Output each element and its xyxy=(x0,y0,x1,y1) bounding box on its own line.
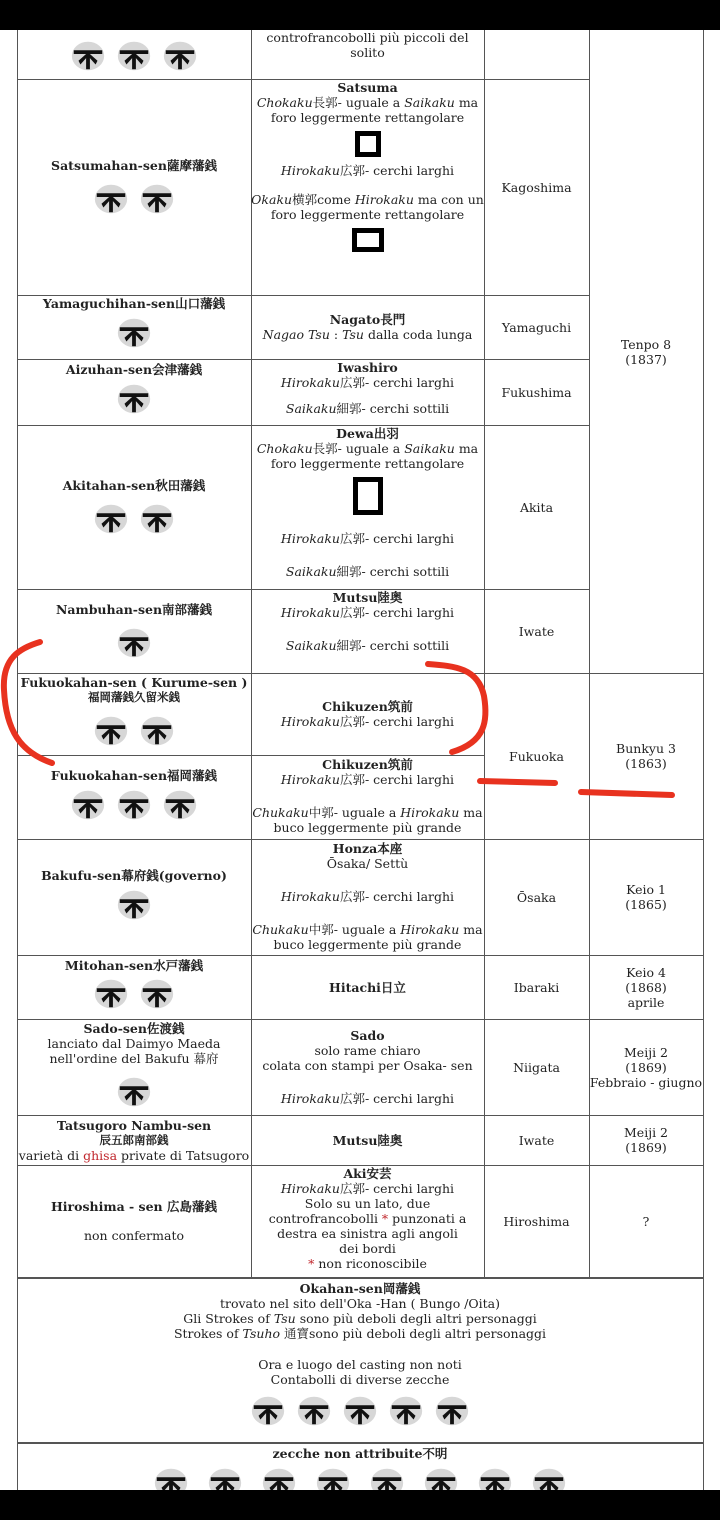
coin-stamp-icon xyxy=(137,499,177,537)
rows-satsuma-chokaku-d: ma xyxy=(454,95,479,110)
rows-sado-province: Sado xyxy=(350,1028,385,1043)
okahan-l2b: Tsu xyxy=(273,1311,296,1326)
rows-sado-era: Meiji 2 xyxy=(624,1044,668,1060)
rows-akita-place: Akita xyxy=(519,499,554,515)
nambu-place xyxy=(484,589,589,673)
rows-bakufu-era: Keio 1 xyxy=(626,882,666,897)
rows-fukuoka-kurume-hirokaku-a: Hirokaku xyxy=(280,714,340,729)
yamaguchi-place xyxy=(484,295,589,359)
rows-bakufu-year: (1865) xyxy=(625,897,667,912)
okahan-l1: trovato nel sito dell'Oka -Han ( Bungo /Oita) xyxy=(219,1296,501,1311)
bakufu-place xyxy=(484,839,589,955)
rows-akita-chokaku-c: Saikaku xyxy=(404,441,455,456)
rows-akita-hirokaku-a: Hirokaku xyxy=(280,531,340,546)
rows-sado-year: (1869) xyxy=(625,1059,667,1075)
rows-yamaguchi-place: Yamaguchi xyxy=(501,319,572,335)
coin-stamp-icon xyxy=(68,785,108,823)
rows-satsuma-chokaku-b: 長郭- uguale a xyxy=(312,95,405,110)
rows-sado-name: Sado-sen佐渡銭 xyxy=(83,1021,185,1036)
rows-fukuoka-chukaku-c: Hirokaku xyxy=(400,805,460,820)
rows-satsuma-okaku-e: foro leggermente rettangolare xyxy=(270,207,465,222)
fukuoka-kurume-desc-cell xyxy=(251,673,484,755)
coin-stamp-icon xyxy=(205,1463,245,1490)
rows-yamaguchi-desc-a: Nagao Tsu xyxy=(262,327,330,342)
rows-hiroshima-d1: Solo su un lato, due xyxy=(304,1196,431,1211)
coin-stamp-icon xyxy=(114,885,154,923)
era-keio1 xyxy=(589,839,703,955)
era-meiji2-b xyxy=(589,1115,703,1165)
rows-nambu-place: Iwate xyxy=(518,623,555,639)
rows-satsuma-chokaku-a: Chokaku xyxy=(256,95,313,110)
rows-mito-month: aprile xyxy=(627,994,665,1010)
rows-akita-saikaku-a: Saikaku xyxy=(285,564,337,579)
rectangular-hole-icon xyxy=(352,228,384,252)
rows-nambu-hirokaku-a: Hirokaku xyxy=(280,605,340,620)
rows-hiroshima-place: Hiroshima xyxy=(503,1213,570,1229)
coin-stamp-icon xyxy=(294,1391,334,1429)
rows-sado-desc2: colata con stampi per Osaka- sen xyxy=(262,1058,473,1073)
rows-bakufu-chukaku-c: Hirokaku xyxy=(400,922,460,937)
hiroshima-place xyxy=(484,1165,589,1277)
akita-desc-cell xyxy=(251,426,484,589)
rows-satsuma-place: Kagoshima xyxy=(501,179,572,195)
rows-fukuoka-kurume-name1: Fukuokahan-sen ( Kurume-sen ) xyxy=(20,675,248,690)
coin-stamp-icon xyxy=(91,974,131,1012)
rows-sado-months: Febbraio - giugno xyxy=(589,1074,703,1090)
rows-tatsugoro-desc-b: ghisa xyxy=(83,1147,118,1163)
coin-stamp-icon xyxy=(114,313,154,351)
rows-satsuma-chokaku-e: foro leggermente rettangolare xyxy=(270,110,465,125)
rows-akita-hirokaku-b: 広郭- cerchi larghi xyxy=(339,531,455,546)
rows-fukuoka-chukaku-b: 中郭- uguale a xyxy=(308,805,401,820)
rows-bunkyu-era: Bunkyu 3 xyxy=(616,741,676,756)
rows-fukuoka-hirokaku-a: Hirokaku xyxy=(280,772,340,787)
rows-fukuoka-chukaku-d: ma xyxy=(459,805,483,820)
rows-fukuoka-kurume-province: Chikuzen筑前 xyxy=(322,699,413,714)
rows-fukuoka-name: Fukuokahan-sen福岡藩銭 xyxy=(50,768,218,783)
rows-hiroshima-province: Aki安芸 xyxy=(343,1166,392,1181)
rows-mito-place: Ibaraki xyxy=(513,979,560,995)
coin-stamp-icon xyxy=(421,1463,461,1490)
hiroshima-name-cell xyxy=(17,1165,251,1277)
rows-tenpo-era: Tenpo 8 xyxy=(620,336,672,352)
rows-tatsugoro-desc-a: varietà di xyxy=(18,1147,84,1163)
rows-mito-era: Keio 4 xyxy=(626,964,666,980)
rows-tatsugoro-place: Iwate xyxy=(518,1132,555,1148)
coin-stamp-icon xyxy=(432,1391,472,1429)
okahan-title: Okahan-sen岡藩銭 xyxy=(299,1281,421,1296)
coin-stamp-icon xyxy=(91,711,131,749)
rows-top-desc-line1: controfrancobolli più piccoli del xyxy=(266,30,469,45)
rows-tatsugoro-year: (1869) xyxy=(625,1140,667,1155)
fukuoka-desc-cell xyxy=(251,757,484,839)
rows-sado-line3: nell'ordine del Bakufu 幕府 xyxy=(49,1051,219,1066)
unattributed-section xyxy=(17,1446,703,1490)
akita-place xyxy=(484,425,589,589)
coin-stamp-icon xyxy=(114,623,154,661)
rows-tatsugoro-kanji: 辰五郎南部銭 xyxy=(99,1132,169,1147)
coin-stamp-icon xyxy=(137,711,177,749)
rows-nambu-province: Mutsu陸奥 xyxy=(332,590,403,605)
akita-name-cell xyxy=(17,425,251,589)
fukuoka-kurume-name-cell xyxy=(17,675,251,755)
rows-akita-province: Dewa出羽 xyxy=(336,426,399,441)
era-meiji2 xyxy=(589,1019,703,1115)
fukuoka-place xyxy=(484,673,589,839)
coin-stamp-icon xyxy=(114,379,154,417)
era-keio4 xyxy=(589,955,703,1019)
aizu-name-cell xyxy=(17,362,251,425)
okahan-l3b: Tsuho xyxy=(242,1326,281,1341)
rows-akita-chokaku-d: ma xyxy=(454,441,479,456)
rows-fukuoka-province: Chikuzen筑前 xyxy=(322,757,413,772)
rows-hiroshima-name: Hiroshima - sen 広島藩銭 xyxy=(50,1199,217,1214)
row-top-coins xyxy=(17,30,251,79)
coin-stamp-icon xyxy=(114,785,154,823)
row-name: Satsumahan-sen薩摩藩銭 xyxy=(51,157,217,173)
mito-desc-cell xyxy=(251,955,484,1019)
rows-bakufu-name: Bakufu-sen幕府銭(governo) xyxy=(41,868,227,883)
rows-bakufu-sub: Ōsaka/ Settù xyxy=(326,856,409,871)
rows-aizu-saikaku-b: 細郭- cerchi sottili xyxy=(336,401,450,416)
rows-mito-year: (1868) xyxy=(625,979,667,995)
rows-satsuma-chokaku-c: Saikaku xyxy=(404,95,455,110)
aizu-place xyxy=(484,359,589,425)
rows-bakufu-chukaku-a: Chukaku xyxy=(252,922,309,937)
rows-bakufu-chukaku-e: buco leggermente più grande xyxy=(273,937,462,952)
rows-hiroshima-d3: destra ea sinistra agli angoli xyxy=(277,1226,458,1241)
row-top-desc xyxy=(251,30,484,79)
satsuma-name-cell xyxy=(17,79,251,295)
rows-yamaguchi-desc-c: Tsu xyxy=(342,327,364,342)
mito-place xyxy=(484,955,589,1019)
rows-akita-name: Akitahan-sen秋田藩銭 xyxy=(62,477,206,493)
coin-stamp-icon xyxy=(475,1463,515,1490)
rows-bakufu-hirokaku-a: Hirokaku xyxy=(280,889,340,904)
rows-aizu-place: Fukushima xyxy=(501,384,572,400)
square-hole-icon xyxy=(353,477,383,515)
okahan-l2a: Gli Strokes of xyxy=(183,1311,274,1326)
nambu-desc-cell xyxy=(251,590,484,673)
rows-fukuoka-kurume-name2: 福岡藩銭久留米銭 xyxy=(88,690,180,704)
nav-bar xyxy=(0,1490,720,1520)
rows-sado-hirokaku-b: 広郭- cerchi larghi xyxy=(339,1091,455,1106)
hiroshima-desc-cell xyxy=(251,1166,484,1277)
coin-stamp-icon xyxy=(151,1463,191,1490)
rows-tatsugoro-name: Tatsugoro Nambu-sen xyxy=(56,1117,212,1133)
tatsugoro-place xyxy=(484,1115,589,1165)
coin-stamp-icon xyxy=(386,1391,426,1429)
rows-satsuma-province: Satsuma xyxy=(337,80,398,95)
okahan-l2c: sono più deboli degli altri personaggi xyxy=(295,1311,537,1326)
rows-bakufu-hirokaku-b: 広郭- cerchi larghi xyxy=(339,889,455,904)
rows-nambu-saikaku-b: 細郭- cerchi sottili xyxy=(336,638,450,653)
rows-hiroshima-era: ? xyxy=(642,1213,650,1229)
rows-hiroshima-d5a: * xyxy=(308,1256,315,1271)
rows-tatsugoro-province: Mutsu陸奥 xyxy=(332,1132,403,1148)
era-tenpo xyxy=(589,30,703,673)
okahan-l5: Contabolli di diverse zecche xyxy=(270,1372,450,1387)
rows-satsuma-okaku-d: ma con un xyxy=(413,192,484,207)
bakufu-desc-cell xyxy=(251,841,484,955)
rows-bunkyu-year: (1863) xyxy=(625,756,667,771)
rows-tatsugoro-desc-c: private di Tatsugoro xyxy=(117,1147,250,1163)
bakufu-name-cell xyxy=(17,868,251,955)
era-bunkyu xyxy=(589,673,703,839)
coin-stamp-icon xyxy=(340,1391,380,1429)
rows-mito-name: Mitohan-sen水戸藩銭 xyxy=(64,958,204,973)
coin-stamp-icon xyxy=(114,36,154,74)
rows-satsuma-hirokaku-b: 広郭- cerchi larghi xyxy=(339,163,455,178)
coin-stamp-icon xyxy=(137,179,177,217)
coin-stamp-icon xyxy=(529,1463,569,1490)
rows-akita-chokaku-b: 長郭- uguale a xyxy=(312,441,405,456)
rows-sado-desc1: solo rame chiaro xyxy=(314,1043,421,1058)
coin-stamp-icon xyxy=(367,1463,407,1490)
rows-bakufu-place: Ōsaka xyxy=(516,889,557,905)
mito-name-cell xyxy=(17,958,251,1019)
rows-nambu-hirokaku-b: 広郭- cerchi larghi xyxy=(339,605,455,620)
rows-hiroshima-note: non confermato xyxy=(83,1228,185,1243)
rows-akita-saikaku-b: 細郭- cerchi sottili xyxy=(336,564,450,579)
fukuoka-name-cell xyxy=(17,768,251,839)
square-hole-icon xyxy=(355,131,381,157)
rows-akita-chokaku-e: foro leggermente rettangolare xyxy=(270,456,465,471)
sado-desc-cell xyxy=(251,1028,484,1115)
rows-satsuma-okaku-b: 横郭come xyxy=(292,192,355,207)
rows-bakufu-province: Honza本座 xyxy=(332,841,403,856)
rows-yamaguchi-name: Yamaguchihan-sen山口藩銭 xyxy=(42,296,226,311)
rows-hiroshima-hirokaku-b: 広郭- cerchi larghi xyxy=(339,1181,455,1196)
rows-fukuoka-hirokaku-b: 広郭- cerchi larghi xyxy=(339,772,455,787)
yamaguchi-desc-cell xyxy=(251,295,484,359)
rows-yamaguchi-province: Nagato長門 xyxy=(329,312,406,327)
coin-stamp-icon xyxy=(137,974,177,1012)
okahan-l4: Ora e luogo del casting non noti xyxy=(258,1357,462,1372)
rows-aizu-hirokaku-b: 広郭- cerchi larghi xyxy=(339,375,455,390)
coin-stamp-icon xyxy=(248,1391,288,1429)
unattributed-title: zecche non attribuite不明 xyxy=(272,1446,448,1461)
rows-sado-place: Niigata xyxy=(513,1059,560,1075)
rows-hiroshima-d5b: non riconoscibile xyxy=(314,1256,427,1271)
rows-sado-line2: lanciato dal Daimyo Maeda xyxy=(47,1036,221,1051)
rows-satsuma-okaku-c: Hirokaku xyxy=(354,192,414,207)
rows-fukuoka-chukaku-a: Chukaku xyxy=(252,805,309,820)
rows-fukuoka-kurume-hirokaku-b: 広郭- cerchi larghi xyxy=(339,714,455,729)
rows-hiroshima-d2c: punzonati a xyxy=(388,1211,467,1226)
rows-hiroshima-d2b: * xyxy=(381,1211,389,1226)
rows-hiroshima-hirokaku-a: Hirokaku xyxy=(280,1181,340,1196)
coin-table-page[interactable] xyxy=(0,30,720,1490)
sado-name-cell xyxy=(17,1021,251,1115)
rows-yamaguchi-desc-d: dalla coda lunga xyxy=(363,327,473,342)
yamaguchi-name-cell xyxy=(17,296,251,359)
rows-aizu-name: Aizuhan-sen会津藩銭 xyxy=(65,362,203,377)
coin-stamp-icon xyxy=(68,36,108,74)
era-unknown xyxy=(589,1165,703,1277)
rows-fukuoka-chukaku-e: buco leggermente più grande xyxy=(273,820,462,835)
tatsugoro-desc-cell xyxy=(251,1115,484,1165)
coin-stamp-icon xyxy=(160,785,200,823)
rows-top-desc-line2: solito xyxy=(350,45,385,60)
coin-stamp-icon xyxy=(91,499,131,537)
nambu-name-cell xyxy=(17,589,251,673)
rows-tenpo-year: (1837) xyxy=(625,351,667,367)
rows-yamaguchi-desc-b: : xyxy=(329,327,343,342)
satsuma-desc-cell xyxy=(251,80,484,295)
rows-hiroshima-d2a: controfrancobolli xyxy=(268,1211,382,1226)
aizu-desc-cell xyxy=(251,360,484,425)
okahan-l3c: 通寶sono più deboli degli altri personaggi xyxy=(280,1326,547,1341)
coin-stamp-icon xyxy=(313,1463,353,1490)
coin-stamp-icon xyxy=(91,179,131,217)
rows-hiroshima-d4: dei bordi xyxy=(339,1241,396,1256)
rows-aizu-hirokaku-a: Hirokaku xyxy=(280,375,340,390)
coin-stamp-icon xyxy=(114,1072,154,1110)
rows-aizu-province: Iwashiro xyxy=(337,360,398,375)
rows-nambu-saikaku-a: Saikaku xyxy=(285,638,337,653)
rows-fukuoka-place: Fukuoka xyxy=(509,748,564,764)
rows-satsuma-hirokaku-a: Hirokaku xyxy=(280,163,340,178)
satsuma-place xyxy=(484,79,589,295)
sado-place xyxy=(484,1019,589,1115)
rows-bakufu-chukaku-b: 中郭- uguale a xyxy=(308,922,401,937)
tatsugoro-name-cell xyxy=(17,1115,251,1165)
rows-tatsugoro-era: Meiji 2 xyxy=(624,1125,668,1140)
rows-bakufu-chukaku-d: ma xyxy=(459,922,483,937)
rows-nambu-name: Nambuhan-sen南部藩銭 xyxy=(55,601,213,617)
coin-stamp-icon xyxy=(160,36,200,74)
rows-sado-hirokaku-a: Hirokaku xyxy=(280,1091,340,1106)
okahan-l3a: Strokes of xyxy=(173,1326,243,1341)
status-bar xyxy=(0,0,720,30)
rows-satsuma-okaku-a: Okaku xyxy=(251,192,293,207)
rows-akita-chokaku-a: Chokaku xyxy=(256,441,313,456)
rows-aizu-saikaku-a: Saikaku xyxy=(285,401,337,416)
okahan-section xyxy=(17,1281,703,1441)
coin-stamp-icon xyxy=(259,1463,299,1490)
rows-mito-province: Hitachi日立 xyxy=(329,979,406,995)
